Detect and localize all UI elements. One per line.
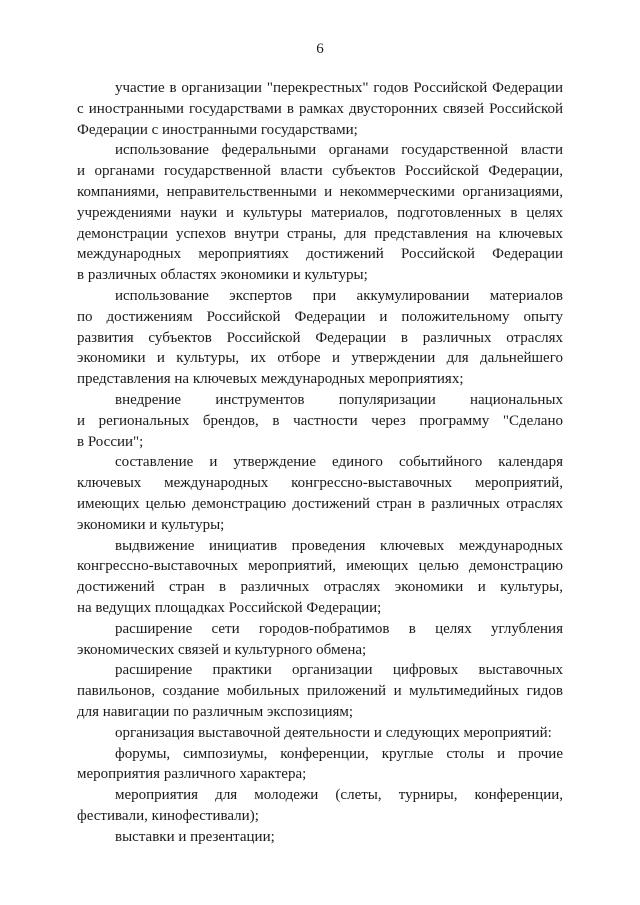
text-line: имеющих целью демонстрацию достижений стран в различных отраслях — [77, 495, 563, 512]
text-line: мероприятия различного характера; — [77, 766, 307, 783]
text-line: и органами государственной власти субъектов Российской Федерации, — [77, 163, 563, 180]
text-line: конгрессно-выставочных мероприятий, имеющих целью демонстрацию — [77, 558, 563, 575]
paragraph — [77, 785, 563, 827]
text-line: использование федеральными органами государственной власти — [115, 142, 563, 159]
text-line: павильонов, создание мобильных приложений и мультимедийных гидов — [77, 683, 563, 700]
paragraph — [77, 660, 563, 722]
document-body — [77, 78, 563, 847]
text-line: в России"; — [77, 433, 144, 450]
paragraph — [77, 827, 563, 848]
text-line: мероприятия для молодежи (слеты, турниры, конференции, — [115, 787, 563, 804]
paragraph — [77, 723, 563, 744]
text-line: по достижениям Российской Федерации и положительному опыту — [77, 308, 563, 325]
paragraph — [77, 140, 563, 286]
text-line: ключевых международных конгрессно-выставочных мероприятий, — [77, 475, 563, 492]
text-line: в различных областях экономики и культуры; — [77, 267, 368, 284]
text-line: экономики и культуры; — [77, 516, 225, 533]
text-line: расширение практики организации цифровых выставочных — [115, 662, 563, 679]
paragraph — [77, 619, 563, 661]
text-line: для навигации по различным экспозициям; — [77, 703, 354, 720]
text-line: учреждениями науки и культуры материалов, подготовленных в целях — [77, 204, 563, 221]
text-line: составление и утверждение единого событийного календаря — [115, 454, 563, 471]
text-line: расширение сети городов-побратимов в целях углубления — [115, 620, 563, 637]
text-line: выдвижение инициатив проведения ключевых международных — [115, 537, 563, 554]
text-line: развития субъектов Российской Федерации в различных отраслях — [77, 329, 563, 346]
text-line: Федерации с иностранными государствами; — [77, 121, 358, 138]
text-line: организация выставочной деятельности и следующих мероприятий: — [115, 724, 552, 741]
text-line: компаниями, неправительственными и некоммерческими организациями, — [77, 183, 563, 200]
paragraph — [77, 452, 563, 535]
page-number: 6 — [316, 41, 324, 57]
text-line: и региональных брендов, в частности через программу "Сделано — [77, 412, 563, 429]
text-line: достижений стран в различных отраслях экономики и культуры, — [77, 579, 563, 596]
text-line: экономики и культуры, их отборе и утверждении для дальнейшего — [77, 350, 563, 367]
text-line: форумы, симпозиумы, конференции, круглые столы и прочие — [115, 745, 563, 762]
text-line: фестивали, кинофестивали); — [77, 807, 259, 824]
text-line: представления на ключевых международных мероприятиях; — [77, 371, 464, 388]
paragraph — [77, 536, 563, 619]
text-line: экономических связей и культурного обмена; — [77, 641, 367, 658]
text-line: на ведущих площадках Российской Федерации; — [77, 599, 382, 616]
paragraph — [77, 744, 563, 786]
text-line: с иностранными государствами в рамках двусторонних связей Российской — [77, 100, 563, 117]
text-line: выставки и презентации; — [115, 828, 275, 845]
text-line: участие в организации "перекрестных" годов Российской Федерации — [115, 80, 563, 96]
text-line: международных мероприятиях достижений Российской Федерации — [77, 246, 563, 263]
paragraph — [77, 390, 563, 452]
text-line: демонстрации успехов внутри страны, для представления на ключевых — [77, 225, 563, 242]
paragraph — [77, 286, 563, 390]
text-line: внедрение инструментов популяризации национальных — [115, 391, 563, 408]
text-line: использование экспертов при аккумулировании материалов — [115, 287, 563, 304]
paragraph — [77, 78, 563, 140]
